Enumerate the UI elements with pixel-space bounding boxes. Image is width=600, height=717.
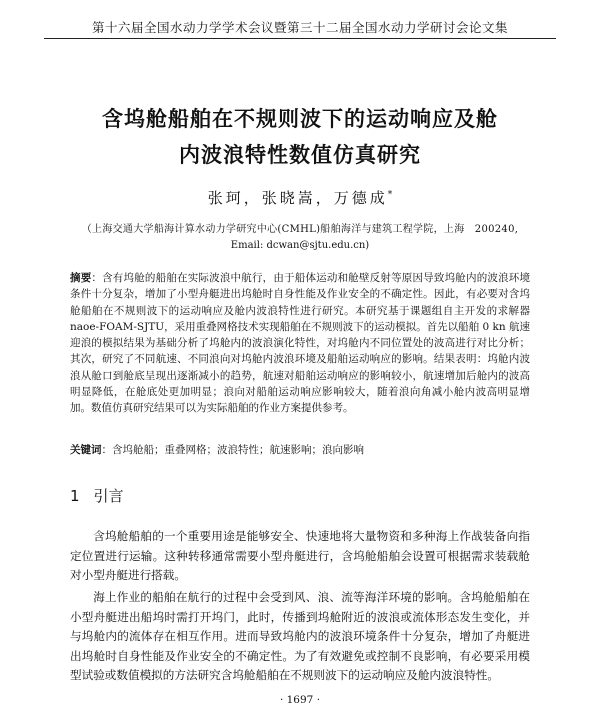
- abstract-label: 摘要: [70, 272, 92, 284]
- section-title: 引言: [93, 487, 124, 505]
- author-names: 张珂，张晓嵩，万德成: [207, 189, 388, 207]
- keywords-label: 关键词: [70, 444, 102, 456]
- author-email: Email: dcwan@sjtu.edu.cn): [230, 240, 370, 251]
- abstract-text: ：含有坞舱的船舶在实际波浪中航行，由于船体运动和舱壁反射等原因导致坞舱内的波浪环境条件十分复杂，增加了小型舟艇进出坞舱时自身性能及作业安全的不确定性。因此，有必要对含坞舱船舶在不规则波下的运动响应及舱内波浪特性进行研究。本研究基于课题组自主开发的求解器 naoe-FOAM-SJTU，采用重叠网格技术实现船舶在不规则波下的运动模拟。首先以船舶 0 kn 航速迎浪的模拟结果为基础分析了坞舱内的波浪演化特性，对坞舱内不同位置处的波高进行对比分析；其次，研究了不同航速、不同浪向对坞舱内波浪环境及船舶运动响应的影响。结果表明：坞舱内波浪从舱口到舱底呈现出逐渐减小的趋势，航速对船舶运动响应的影响较小，航速增加后舱内的波高明显降低，在舱底处更加明显；浪向对船舶运动响应影响较大，随着浪向角减小舱内波高明显增加。数值仿真研究结果可以为实际船舶的作业方案提供参考。: [70, 272, 530, 415]
- keywords-text: ：含坞舱船；重叠网格；波浪特性；航速影响；浪向影响: [101, 444, 364, 456]
- affiliation: （上海交通大学船海计算水动力学研究中心(CMHL)船舶海洋与建筑工程学院，上海 200240,: [81, 224, 519, 235]
- intro-paragraph-1: 含坞舱船舶的一个重要用途是能够安全、快速地将大量物资和多种海上作战装备向指定位置进行运输。这种转移通常需要小型舟艇进行，含坞舱船舶会设置可根据需求装载舱对小型舟艇进行搭载。: [70, 529, 530, 582]
- intro-paragraph-2: 海上作业的船舶在航行的过程中会受到风、浪、流等海洋环境的影响。含坞舱船舶在小型舟艇进出船坞时需打开坞门，此时，传播到坞舱附近的波浪或流体形态发生变化，并与坞舱内的流体存在相互作用。进而导致坞舱内的波浪环境条件十分复杂，增加了舟艇进出坞舱时自身性能及作业安全的不确定性。为了有效避免或控制不良影响，有必要采用模型试验或数值模拟的方法研究含坞舱船舶在不规则波下的运动响应及舱内波浪特性。: [70, 590, 530, 682]
- paper-title-line-1: 含坞舱船舶在不规则波下的运动响应及舱: [102, 107, 498, 131]
- section-heading-introduction: [70, 485, 124, 506]
- header-rule: [44, 38, 556, 39]
- paper-title-line-2: 内波浪特性数值仿真研究: [179, 143, 421, 167]
- abstract: [70, 270, 530, 417]
- page-number: · 1697 ·: [279, 694, 321, 706]
- section-number: 1: [70, 487, 80, 505]
- corresponding-author-mark: *: [387, 190, 393, 200]
- author-list: [0, 187, 600, 208]
- keywords: [70, 442, 530, 458]
- running-header: 第十六届全国水动力学学术会议暨第三十二届全国水动力学研讨会论文集: [91, 20, 508, 35]
